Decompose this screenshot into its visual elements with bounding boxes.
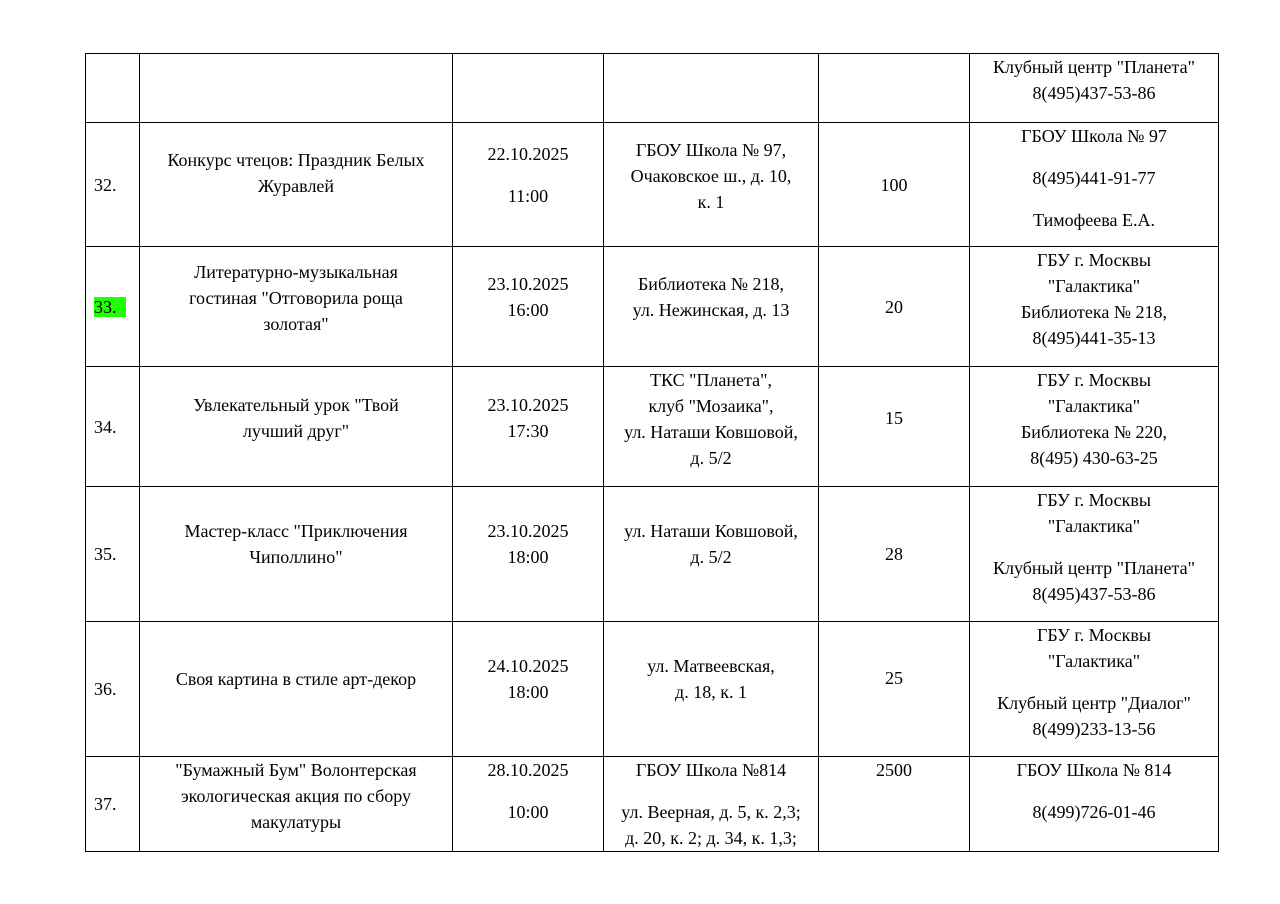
date-line: 23.10.2025 [487,521,569,541]
time-line: 10:00 [507,802,549,822]
organizer-cell [970,367,1219,487]
row-number-cell [86,247,140,367]
event-place-cell [604,367,819,487]
place-line: ул. Наташи Ковшовой, [624,521,798,541]
row-number-cell [86,54,140,123]
organizer-line: Тимофеева Е.А. [1033,210,1155,230]
event-date-cell [453,247,604,367]
table-row [86,54,1219,123]
place-line: ул. Нежинская, д. 13 [632,300,790,320]
place-line: ГБОУ Школа № 97, [635,140,787,160]
event-place-cell [604,123,819,247]
organizer-cell [970,622,1219,757]
row-number-cell: 37. [86,757,140,852]
title-line: лучший друг" [242,421,350,441]
title-line: золотая" [263,314,329,334]
event-place-cell [604,622,819,757]
table-row [86,757,1219,852]
table-row [86,367,1219,487]
organizer-line: Библиотека № 220, [1020,422,1168,442]
organizer-line: Клубный центр "Диалог" [997,693,1191,713]
place-line: клуб "Мозаика", [648,396,774,416]
organizer-line: 8(495)441-35-13 [1032,328,1156,348]
organizer-cell [970,757,1219,852]
place-line: Библиотека № 218, [637,274,785,294]
participants-cell: 15 [819,367,970,487]
title-line: Мастер-класс "Приключения [184,521,408,541]
place-line: д. 18, к. 1 [675,682,747,702]
title-line: "Бумажный Бум" Волонтерская [175,760,417,780]
place-line: д. 5/2 [690,547,732,567]
organizer-line: Библиотека № 218, [1020,302,1168,322]
time-line: 18:00 [507,682,549,702]
table-row [86,487,1219,622]
title-line: Своя картина в стиле арт-декор [175,669,417,689]
time-line: 18:00 [507,547,549,567]
organizer-cell [970,54,1219,123]
event-date-cell [453,54,604,123]
organizer-line: 8(495)441-91-77 [1032,168,1156,188]
place-line: к. 1 [697,192,725,212]
title-line: макулатуры [250,812,342,832]
organizer-line: 8(495) 430-63-25 [1030,448,1158,468]
place-line: д. 20, к. 2; д. 34, к. 1,3; [625,828,797,848]
organizer-line: "Галактика" [1047,516,1141,536]
event-title-cell [140,54,453,123]
organizer-line: Клубный центр "Планета" [993,558,1195,578]
organizer-line: "Галактика" [1047,276,1141,296]
time-line: 17:30 [507,421,549,441]
time-line: 11:00 [507,186,549,206]
date-line: 28.10.2025 [487,760,569,780]
place-line: ГБОУ Школа №814 [635,760,787,780]
event-place-cell [604,247,819,367]
date-line: 22.10.2025 [487,144,569,164]
organizer-line: 8(499)726-01-46 [1032,802,1156,822]
table-row [86,622,1219,757]
organizer-line: "Галактика" [1047,396,1141,416]
organizer-cell [970,247,1219,367]
organizer-line: "Галактика" [1047,651,1141,671]
place-line: д. 5/2 [690,448,732,468]
participants-cell: 2500 [819,757,970,852]
event-title-cell [140,123,453,247]
title-line: экологическая акция по сбору [180,786,412,806]
title-line: Журавлей [257,176,335,196]
event-title-cell [140,622,453,757]
participants-cell: 25 [819,622,970,757]
organizer-line: ГБУ г. Москвы [1036,625,1152,645]
event-date-cell [453,367,604,487]
organizer-line: ГБУ г. Москвы [1036,490,1152,510]
event-place-cell [604,757,819,852]
organizer-line: 8(495)437-53-86 [1032,83,1156,103]
organizer-cell [970,123,1219,247]
event-place-cell [604,487,819,622]
organizer-line: 8(499)233-13-56 [1032,719,1156,739]
place-line: ул. Веерная, д. 5, к. 2,3; [621,802,801,822]
organizer-line: ГБУ г. Москвы [1036,370,1152,390]
participants-cell [819,54,970,123]
place-line: ТКС "Планета", [650,370,772,390]
event-place-cell [604,54,819,123]
event-date-cell [453,123,604,247]
event-title-cell [140,487,453,622]
row-number-cell: 34. [86,367,140,487]
date-line: 24.10.2025 [487,656,569,676]
place-line: ул. Наташи Ковшовой, [624,422,798,442]
organizer-line: 8(495)437-53-86 [1032,584,1156,604]
table-row [86,247,1219,367]
event-title-cell [140,367,453,487]
organizer-line: ГБОУ Школа № 97 [1021,126,1167,146]
row-number-cell: 36. [86,622,140,757]
organizer-cell [970,487,1219,622]
place-line: Очаковское ш., д. 10, [630,166,792,186]
participants-cell: 100 [819,123,970,247]
title-line: Литературно-музыкальная [194,262,398,282]
title-line: Увлекательный урок "Твой [193,395,399,415]
row-number-cell: 35. [86,487,140,622]
date-line: 23.10.2025 [487,395,569,415]
place-line: ул. Матвеевская, [647,656,775,676]
event-title-cell [140,757,453,852]
title-line: гостиная "Отговорила роща [189,288,403,308]
participants-cell: 28 [819,487,970,622]
event-title-cell [140,247,453,367]
participants-cell: 20 [819,247,970,367]
organizer-line: ГБУ г. Москвы [1036,250,1152,270]
table-row [86,123,1219,247]
title-line: Чиполлино" [249,547,343,567]
title-line: Конкурс чтецов: Праздник Белых [167,150,425,170]
events-table [85,53,1219,852]
event-date-cell [453,757,604,852]
organizer-line: ГБОУ Школа № 814 [1016,760,1172,780]
event-date-cell [453,622,604,757]
event-date-cell [453,487,604,622]
date-line: 23.10.2025 [487,274,569,294]
highlighted-row-number: 33. [94,296,117,317]
time-line: 16:00 [507,300,549,320]
organizer-line: Клубный центр "Планета" [993,57,1195,77]
row-number-cell: 32. [86,123,140,247]
